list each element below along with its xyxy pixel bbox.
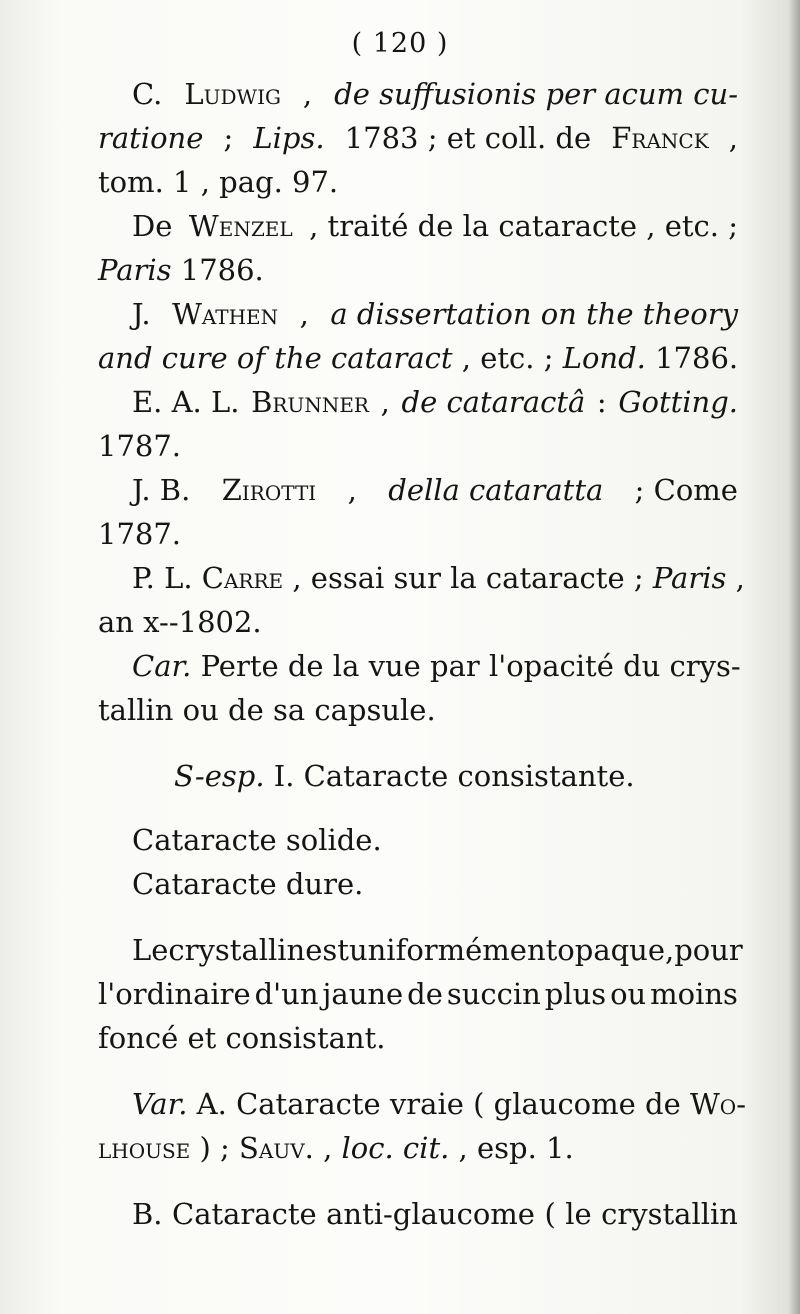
text-line: 1787. xyxy=(98,429,182,463)
variety-label: Var. xyxy=(132,1087,188,1121)
place: Lips. xyxy=(253,121,325,155)
text-line: ratione ; Lips. 1783 ; et coll. de Franck , xyxy=(98,116,738,160)
bibliography-entry-brunner xyxy=(98,380,738,468)
author-name: Ludwig xyxy=(184,77,281,111)
word: Cataracte xyxy=(172,1197,317,1231)
word: B. xyxy=(132,1197,163,1231)
variety-paragraph xyxy=(98,1082,746,1170)
work-title: ratione xyxy=(98,121,204,155)
author-name: Wo- xyxy=(689,1087,746,1121)
work-title: de cataractâ xyxy=(401,385,586,419)
author-name: Zirotti xyxy=(221,473,317,507)
place: Paris xyxy=(652,561,727,595)
author-name: Brunner xyxy=(251,385,369,419)
place: Paris xyxy=(98,253,172,287)
bibliography-entry-zirotti xyxy=(98,468,738,556)
text-line: Car. Perte de la vue par l'opacité du crys- xyxy=(98,644,738,688)
text-line xyxy=(98,928,743,972)
text-line: E. A. L. Brunner , de cataractâ : Gotting. xyxy=(98,380,738,424)
characters-label: Car. xyxy=(132,649,192,683)
text-line: Var. A. Cataracte vraie ( glaucome de Wo- xyxy=(98,1082,738,1126)
characters-paragraph xyxy=(98,644,741,732)
page-text xyxy=(98,72,746,1236)
word: opaque xyxy=(557,933,666,967)
description-paragraph xyxy=(98,928,743,1060)
word: est xyxy=(305,933,349,967)
bibliography-entry-wenzel xyxy=(98,204,738,292)
author-name: Franck xyxy=(611,121,709,155)
place: Gotting. xyxy=(618,385,738,419)
bibliography-entry-ludwig xyxy=(98,72,738,204)
word: l'ordinaire xyxy=(98,977,251,1011)
text-line: lhouse ) ; Sauv. , loc. cit. , esp. 1. xyxy=(98,1131,574,1165)
work-title: a dissertation on the theory xyxy=(330,297,738,331)
citation: loc. cit. xyxy=(341,1131,450,1165)
text-line: P. L. Carre , essai sur la cataracte ; Paris , xyxy=(98,556,738,600)
word: anti-glaucome xyxy=(326,1197,535,1231)
place: Lond. xyxy=(562,341,646,375)
text-line xyxy=(98,972,738,1016)
word: uniformément xyxy=(348,933,558,967)
word: , xyxy=(665,933,675,967)
text-line: Paris 1786. xyxy=(98,253,264,287)
word: crystallin xyxy=(601,1197,738,1231)
work-title: de suffusionis per acum cu- xyxy=(334,77,738,111)
word: d'un xyxy=(254,977,319,1011)
author-name: Wenzel xyxy=(188,209,293,243)
text-line: J. Wathen , a dissertation on the theory xyxy=(98,292,738,336)
text-line: an x--1802. xyxy=(98,605,262,639)
word: crystallin xyxy=(168,933,306,967)
word: moins xyxy=(650,977,738,1011)
word: de xyxy=(407,977,443,1011)
word: Le xyxy=(132,933,169,967)
word: le xyxy=(565,1197,592,1231)
text-line: C. Ludwig , de suffusionis per acum cu- xyxy=(98,72,738,116)
text-line: De Wenzel , traité de la cataracte , etc. ; xyxy=(98,204,738,248)
species-heading: S-esp. I. Cataracte consistante. xyxy=(174,759,635,793)
synonym: Cataracte dure. xyxy=(132,867,364,901)
word: jaune xyxy=(322,977,404,1011)
word: plus xyxy=(544,977,607,1011)
word: ( xyxy=(544,1197,556,1231)
species-label: S-esp. xyxy=(174,759,265,793)
text-line: 1787. xyxy=(98,517,182,551)
bibliography-entry-carre xyxy=(98,556,745,644)
work-title: and cure of the cataract xyxy=(98,341,453,375)
author-name: lhouse xyxy=(98,1131,191,1165)
page-number: ( 120 ) xyxy=(351,28,449,59)
text-line: foncé et consistant. xyxy=(98,1021,386,1055)
text-line: and cure of the cataract , etc. ; Lond. 1786. xyxy=(98,336,738,380)
word: ou xyxy=(610,977,647,1011)
text-line: tallin ou de sa capsule. xyxy=(98,693,436,727)
text-line: tom. 1 , pag. 97. xyxy=(98,165,339,199)
author-name: Sauv. xyxy=(239,1131,314,1165)
variety-b-line xyxy=(98,1192,738,1236)
bibliography-entry-wathen xyxy=(98,292,738,380)
word: succin xyxy=(446,977,541,1011)
synonym: Cataracte solide. xyxy=(132,823,382,857)
author-name: Wathen xyxy=(172,297,279,331)
text-line: J. B. Zirotti , della cataratta ; Come xyxy=(98,468,738,512)
author-name: Carre xyxy=(201,561,284,595)
word: pour xyxy=(674,933,743,967)
work-title: della cataratta xyxy=(388,473,604,507)
